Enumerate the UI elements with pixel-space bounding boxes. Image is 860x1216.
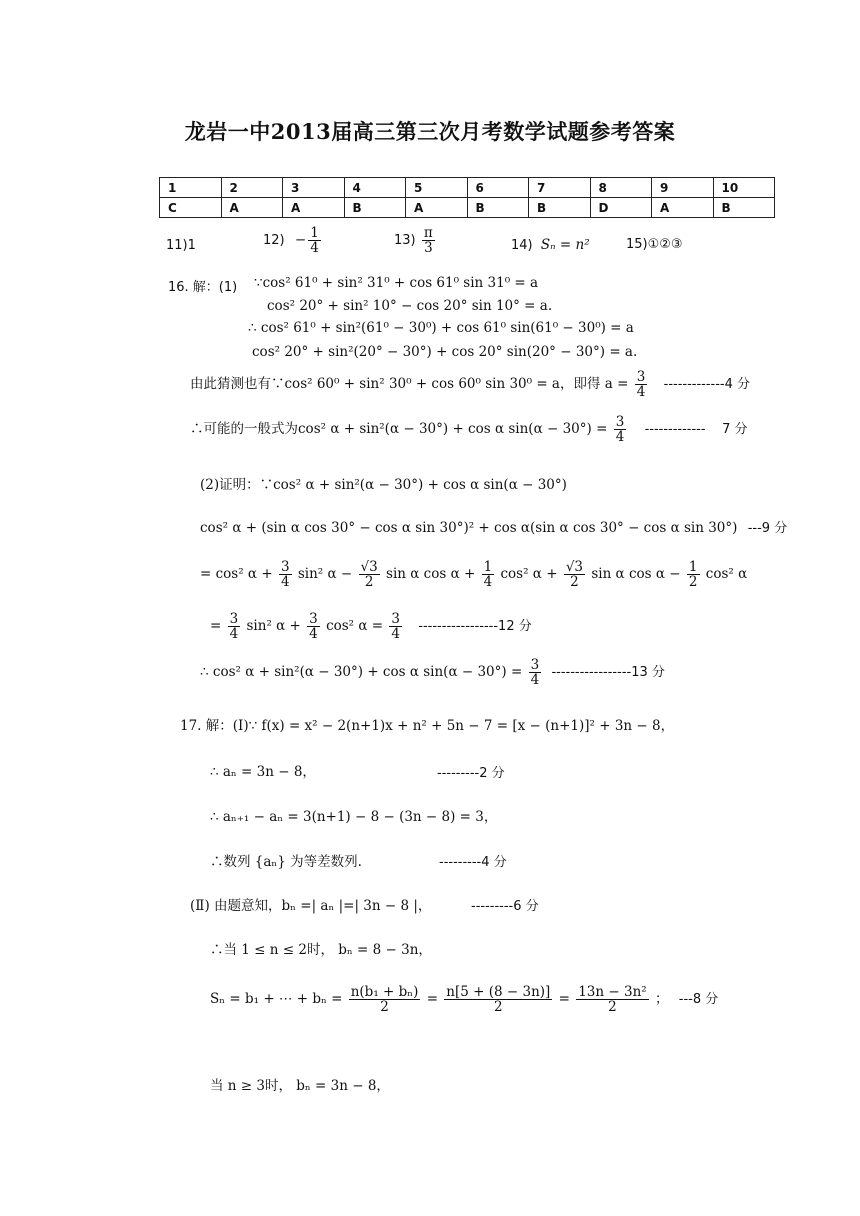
expr-fraction	[359, 560, 380, 589]
fraction-numerator: 3	[309, 611, 318, 627]
fraction-denominator: 4	[310, 240, 319, 257]
q17-line5: ∴当 1 ≤ n ≤ 2时， bₙ = 8 − 3n，	[210, 942, 432, 958]
fraction-denominator: 4	[229, 626, 239, 643]
q16-proof-line1	[200, 517, 787, 536]
q17-line6: 当 n ≥ 3时， bₙ = 3n − 8，	[210, 1078, 390, 1094]
fraction-numerator: 1	[688, 559, 698, 575]
q16-header: 16. 解：(1)	[168, 280, 238, 295]
table-row-answers	[160, 198, 775, 218]
table-cell: A	[283, 198, 345, 218]
fraction-numerator: n[5 + (8 − 3n)]	[446, 984, 551, 1000]
score-mark: -----------------13 分	[551, 665, 665, 681]
answer-14-label: 14)	[511, 238, 533, 253]
answer-12-sign: −	[294, 232, 307, 249]
q16-general	[190, 415, 748, 444]
answer-13-label: 13)	[394, 233, 416, 249]
page-title: 龙岩一中2013届高三第三次月考数学试题参考答案	[184, 119, 676, 144]
fraction-numerator: 1	[483, 559, 493, 575]
expr-fraction	[349, 985, 421, 1014]
table-cell: 3	[283, 178, 345, 198]
fraction-numerator: 3	[280, 559, 290, 575]
fraction-numerator: 3	[530, 657, 540, 673]
q16-guess-text: 由此猜测也有∵cos² 60⁰ + sin² 30⁰ + cos 60⁰ sin 30⁰ = a，即得 a =	[190, 376, 629, 393]
score-mark: ---------6 分	[471, 899, 539, 914]
q17-sum	[210, 985, 718, 1014]
q16-proof-line1-text: cos² α + (sin α cos 30° − cos α sin 30°)² + cos α(sin α cos 30° − cos α sin 30°)	[200, 520, 738, 536]
answer-11: 11)1	[166, 238, 196, 253]
table-cell: B	[344, 198, 406, 218]
fraction-denominator: 2	[608, 999, 617, 1016]
fraction-numerator: 3	[615, 414, 625, 430]
expr-term: =	[558, 991, 570, 1008]
answer-12-fraction	[308, 226, 321, 255]
score-mark: -------------4 分	[663, 377, 751, 393]
fraction-numerator: √3	[360, 559, 378, 575]
table-cell: 2	[221, 178, 283, 198]
table-cell: 4	[344, 178, 406, 198]
expr-fraction	[482, 560, 495, 589]
q16-proof-header: (2)证明：∵cos² α + sin²(α − 30°) + cos α sin(α − 30°)	[200, 477, 567, 493]
score-mark: ---------2 分	[437, 766, 505, 781]
table-cell: A	[652, 198, 714, 218]
fraction-denominator: 2	[494, 999, 503, 1016]
q16-line2: cos² 20° + sin² 10° − cos 20° sin 10° = a.	[267, 298, 553, 314]
q16-proof-line3	[210, 612, 532, 641]
fraction-denominator: 4	[391, 626, 400, 643]
expr-fraction	[307, 612, 320, 641]
fraction-denominator: 2	[688, 574, 698, 591]
expr-term: =	[210, 618, 222, 635]
table-cell: 6	[467, 178, 529, 198]
answer-15: 15)①②③	[626, 237, 683, 252]
expr-term: =	[426, 991, 438, 1008]
q16-general-fraction	[614, 415, 627, 444]
expr-term: sin² α +	[246, 618, 301, 635]
q16-guess	[190, 370, 750, 399]
expr-term: cos² α +	[500, 566, 558, 583]
q16-conclusion	[200, 658, 665, 687]
score-mark: ---9 分	[747, 521, 788, 536]
fraction-numerator: 3	[391, 611, 400, 627]
table-cell: 5	[406, 178, 468, 198]
q16-line3: ∴ cos² 61⁰ + sin²(61⁰ − 30⁰) + cos 61⁰ sin(61⁰ − 30⁰) = a	[248, 320, 634, 336]
answer-14-expression: Sₙ = n²	[540, 237, 590, 253]
expr-term: cos² α =	[326, 618, 384, 635]
score-mark: -----------------12 分	[418, 619, 532, 635]
score-mark: ---------4 分	[439, 855, 507, 870]
q17-line4: (Ⅱ) 由题意知，bₙ =| aₙ |=| 3n − 8 |，	[190, 898, 432, 914]
table-row-numbers	[160, 178, 775, 198]
expr-fraction	[564, 560, 585, 589]
q17-line3: ∴数列 {aₙ} 为等差数列.	[210, 854, 362, 870]
fraction-numerator: √3	[565, 559, 584, 575]
table-cell: 1	[160, 178, 222, 198]
answer-13-fraction	[422, 226, 435, 255]
expr-fraction	[576, 985, 648, 1014]
fraction-numerator: 1	[310, 225, 319, 241]
fraction-denominator: 4	[530, 672, 540, 689]
fraction-numerator: 3	[636, 369, 646, 385]
q16-line1: ∵cos² 61⁰ + sin² 31⁰ + cos 61⁰ sin 31⁰ = a	[254, 275, 539, 291]
expr-fraction	[389, 612, 402, 641]
table-cell: A	[406, 198, 468, 218]
answer-12-label: 12)	[263, 233, 285, 249]
score-mark: ------------- 7 分	[644, 422, 748, 438]
fraction-denominator: 3	[424, 240, 433, 257]
expr-term: cos² α	[705, 566, 748, 583]
answer-14	[511, 237, 590, 253]
fraction-numerator: n(b₁ + bₙ)	[350, 984, 419, 1000]
answer-12	[263, 226, 323, 255]
table-cell: 8	[590, 178, 652, 198]
table-cell: 10	[713, 178, 775, 198]
expr-term: Sₙ = b₁ + ⋯ + bₙ =	[210, 991, 343, 1008]
table-cell: 9	[652, 178, 714, 198]
table-cell: A	[221, 198, 283, 218]
score-mark: ---8 分	[678, 992, 719, 1008]
expr-term: ；	[654, 991, 669, 1008]
expr-fraction	[687, 560, 700, 589]
q17-header: 17. 解：(Ⅰ)∵ f(x) = x² − 2(n+1)x + n² + 5n − 7 = [x − (n+1)]² + 3n − 8，	[180, 718, 675, 734]
table-cell: B	[467, 198, 529, 218]
table-cell: B	[529, 198, 591, 218]
answer-13	[394, 226, 437, 255]
fraction-denominator: 4	[636, 384, 646, 401]
fraction-numerator: π	[423, 225, 433, 241]
expr-fraction	[444, 985, 552, 1014]
fraction-denominator: 2	[364, 574, 374, 591]
table-cell: B	[713, 198, 775, 218]
fraction-denominator: 4	[309, 626, 318, 643]
table-cell: D	[590, 198, 652, 218]
q16-guess-fraction	[635, 370, 648, 399]
fraction-denominator: 4	[615, 429, 625, 446]
expr-term: sin α cos α +	[386, 566, 476, 583]
expr-fraction	[228, 612, 241, 641]
table-cell: C	[160, 198, 222, 218]
q16-line4: cos² 20° + sin²(20° − 30°) + cos 20° sin(20° − 30°) = a.	[252, 344, 638, 360]
expr-term: sin² α −	[297, 566, 353, 583]
fraction-numerator: 3	[229, 611, 239, 627]
fraction-denominator: 2	[570, 574, 579, 591]
fraction-denominator: 4	[483, 574, 493, 591]
q17-line1: ∴ aₙ = 3n − 8，	[210, 764, 316, 780]
expr-fraction	[279, 560, 292, 589]
expr-term: = cos² α +	[200, 566, 273, 583]
expr-term: sin α cos α −	[591, 566, 681, 583]
fraction-denominator: 2	[380, 999, 389, 1016]
fraction-denominator: 4	[280, 574, 290, 591]
fraction-numerator: 13n − 3n²	[578, 984, 647, 1000]
q16-conclusion-text: ∴ cos² α + sin²(α − 30°) + cos α sin(α − 30°) =	[200, 664, 523, 681]
q16-conclusion-fraction	[529, 658, 542, 687]
answer-table	[159, 177, 775, 218]
q16-general-text: ∴可能的一般式为cos² α + sin²(α − 30°) + cos α sin(α − 30°) =	[190, 421, 608, 438]
q16-proof-line2	[200, 560, 747, 589]
table-cell: 7	[529, 178, 591, 198]
q17-line2: ∴ aₙ₊₁ − aₙ = 3(n+1) − 8 − (3n − 8) = 3，	[210, 809, 498, 825]
